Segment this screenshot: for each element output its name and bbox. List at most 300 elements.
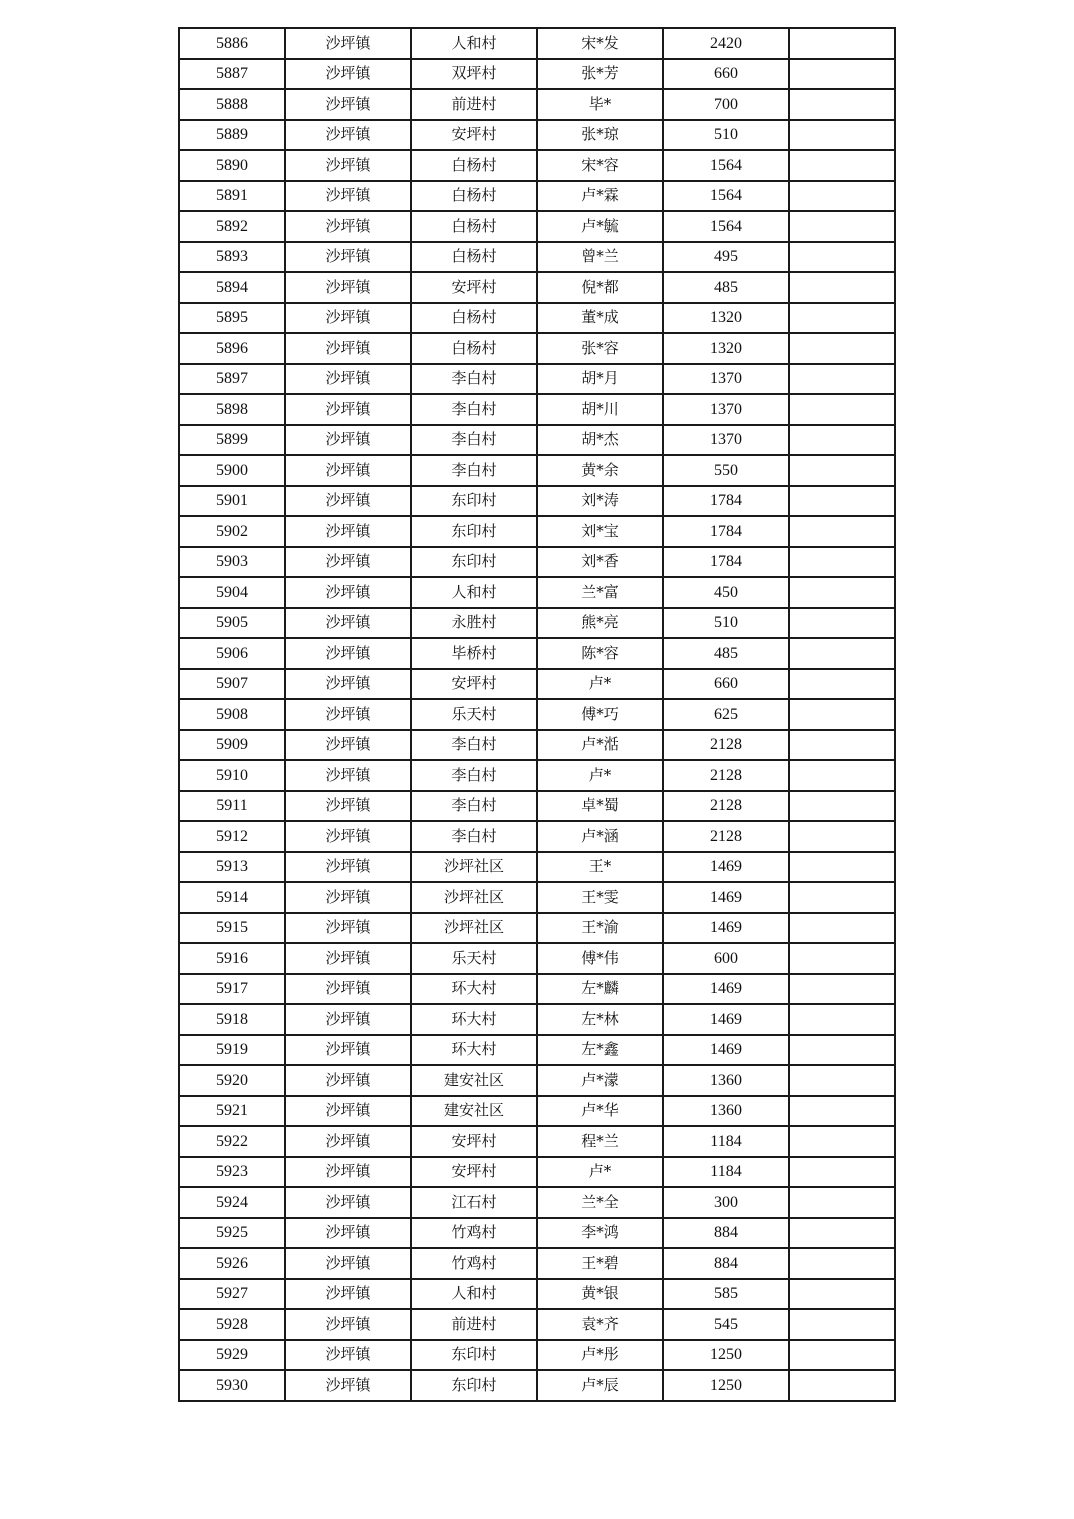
amount-cell: 2128 [663, 730, 789, 761]
town-cell: 沙坪镇 [285, 974, 411, 1005]
person-name-cell: 卢*辰 [537, 1370, 663, 1401]
person-name-cell: 曾*兰 [537, 242, 663, 273]
town-cell: 沙坪镇 [285, 943, 411, 974]
serial-number-cell: 5898 [179, 394, 285, 425]
table-row [179, 1340, 895, 1371]
table-row [179, 242, 895, 273]
village-cell: 建安社区 [411, 1096, 537, 1127]
table-row [179, 1218, 895, 1249]
serial-number-cell: 5893 [179, 242, 285, 273]
remark-cell [789, 699, 895, 730]
table-row [179, 59, 895, 90]
village-cell: 沙坪社区 [411, 913, 537, 944]
remark-cell [789, 1340, 895, 1371]
amount-cell: 1320 [663, 303, 789, 334]
remark-cell [789, 669, 895, 700]
table-row [179, 150, 895, 181]
village-cell: 竹鸡村 [411, 1218, 537, 1249]
serial-number-cell: 5906 [179, 638, 285, 669]
town-cell: 沙坪镇 [285, 242, 411, 273]
village-cell: 环大村 [411, 1035, 537, 1066]
town-cell: 沙坪镇 [285, 1096, 411, 1127]
town-cell: 沙坪镇 [285, 1309, 411, 1340]
serial-number-cell: 5912 [179, 821, 285, 852]
serial-number-cell: 5930 [179, 1370, 285, 1401]
village-cell: 毕桥村 [411, 638, 537, 669]
person-name-cell: 兰*富 [537, 577, 663, 608]
table-row [179, 394, 895, 425]
town-cell: 沙坪镇 [285, 89, 411, 120]
remark-cell [789, 1096, 895, 1127]
amount-cell: 2420 [663, 28, 789, 59]
village-cell: 白杨村 [411, 181, 537, 212]
town-cell: 沙坪镇 [285, 486, 411, 517]
serial-number-cell: 5908 [179, 699, 285, 730]
amount-cell: 2128 [663, 791, 789, 822]
serial-number-cell: 5911 [179, 791, 285, 822]
remark-cell [789, 242, 895, 273]
remark-cell [789, 89, 895, 120]
remark-cell [789, 364, 895, 395]
village-cell: 人和村 [411, 28, 537, 59]
person-name-cell: 毕* [537, 89, 663, 120]
table-row [179, 943, 895, 974]
town-cell: 沙坪镇 [285, 1279, 411, 1310]
amount-cell: 1784 [663, 547, 789, 578]
village-cell: 江石村 [411, 1187, 537, 1218]
village-cell: 永胜村 [411, 608, 537, 639]
remark-cell [789, 943, 895, 974]
person-name-cell: 董*成 [537, 303, 663, 334]
amount-cell: 625 [663, 699, 789, 730]
town-cell: 沙坪镇 [285, 1065, 411, 1096]
table-row [179, 821, 895, 852]
amount-cell: 2128 [663, 760, 789, 791]
serial-number-cell: 5925 [179, 1218, 285, 1249]
person-name-cell: 兰*全 [537, 1187, 663, 1218]
record-table [178, 27, 896, 1402]
serial-number-cell: 5917 [179, 974, 285, 1005]
amount-cell: 1564 [663, 181, 789, 212]
person-name-cell: 王* [537, 852, 663, 883]
table-row [179, 730, 895, 761]
remark-cell [789, 1035, 895, 1066]
remark-cell [789, 608, 895, 639]
serial-number-cell: 5919 [179, 1035, 285, 1066]
serial-number-cell: 5921 [179, 1096, 285, 1127]
remark-cell [789, 120, 895, 151]
person-name-cell: 张*芳 [537, 59, 663, 90]
remark-cell [789, 882, 895, 913]
village-cell: 李白村 [411, 730, 537, 761]
village-cell: 人和村 [411, 1279, 537, 1310]
person-name-cell: 黄*余 [537, 455, 663, 486]
person-name-cell: 左*鑫 [537, 1035, 663, 1066]
remark-cell [789, 1157, 895, 1188]
remark-cell [789, 577, 895, 608]
village-cell: 沙坪社区 [411, 882, 537, 913]
amount-cell: 545 [663, 1309, 789, 1340]
person-name-cell: 宋*容 [537, 150, 663, 181]
table-row [179, 913, 895, 944]
remark-cell [789, 486, 895, 517]
table-row [179, 211, 895, 242]
serial-number-cell: 5922 [179, 1126, 285, 1157]
village-cell: 环大村 [411, 1004, 537, 1035]
village-cell: 乐天村 [411, 943, 537, 974]
town-cell: 沙坪镇 [285, 394, 411, 425]
table-row [179, 1157, 895, 1188]
town-cell: 沙坪镇 [285, 150, 411, 181]
table-row [179, 1370, 895, 1401]
village-cell: 东印村 [411, 486, 537, 517]
table-row [179, 181, 895, 212]
amount-cell: 1370 [663, 364, 789, 395]
table-row [179, 272, 895, 303]
town-cell: 沙坪镇 [285, 699, 411, 730]
table-row [179, 89, 895, 120]
remark-cell [789, 791, 895, 822]
town-cell: 沙坪镇 [285, 608, 411, 639]
remark-cell [789, 333, 895, 364]
village-cell: 李白村 [411, 760, 537, 791]
remark-cell [789, 1218, 895, 1249]
amount-cell: 510 [663, 120, 789, 151]
town-cell: 沙坪镇 [285, 333, 411, 364]
amount-cell: 485 [663, 638, 789, 669]
serial-number-cell: 5889 [179, 120, 285, 151]
remark-cell [789, 516, 895, 547]
remark-cell [789, 425, 895, 456]
amount-cell: 1250 [663, 1370, 789, 1401]
village-cell: 东印村 [411, 516, 537, 547]
town-cell: 沙坪镇 [285, 425, 411, 456]
table-row [179, 1126, 895, 1157]
serial-number-cell: 5929 [179, 1340, 285, 1371]
table-row [179, 1309, 895, 1340]
serial-number-cell: 5899 [179, 425, 285, 456]
village-cell: 沙坪社区 [411, 852, 537, 883]
person-name-cell: 袁*齐 [537, 1309, 663, 1340]
table-row [179, 882, 895, 913]
remark-cell [789, 1309, 895, 1340]
serial-number-cell: 5910 [179, 760, 285, 791]
person-name-cell: 黄*银 [537, 1279, 663, 1310]
town-cell: 沙坪镇 [285, 28, 411, 59]
table-row [179, 1035, 895, 1066]
serial-number-cell: 5900 [179, 455, 285, 486]
table-row [179, 364, 895, 395]
amount-cell: 1469 [663, 1004, 789, 1035]
amount-cell: 1360 [663, 1096, 789, 1127]
town-cell: 沙坪镇 [285, 455, 411, 486]
town-cell: 沙坪镇 [285, 791, 411, 822]
serial-number-cell: 5905 [179, 608, 285, 639]
remark-cell [789, 59, 895, 90]
amount-cell: 1564 [663, 211, 789, 242]
town-cell: 沙坪镇 [285, 852, 411, 883]
remark-cell [789, 1187, 895, 1218]
amount-cell: 1469 [663, 882, 789, 913]
person-name-cell: 卢* [537, 1157, 663, 1188]
amount-cell: 450 [663, 577, 789, 608]
village-cell: 白杨村 [411, 211, 537, 242]
table-row [179, 852, 895, 883]
person-name-cell: 卢* [537, 669, 663, 700]
serial-number-cell: 5894 [179, 272, 285, 303]
town-cell: 沙坪镇 [285, 272, 411, 303]
amount-cell: 485 [663, 272, 789, 303]
serial-number-cell: 5926 [179, 1248, 285, 1279]
village-cell: 白杨村 [411, 303, 537, 334]
serial-number-cell: 5886 [179, 28, 285, 59]
serial-number-cell: 5890 [179, 150, 285, 181]
table-row [179, 303, 895, 334]
amount-cell: 585 [663, 1279, 789, 1310]
village-cell: 安坪村 [411, 120, 537, 151]
town-cell: 沙坪镇 [285, 760, 411, 791]
person-name-cell: 程*兰 [537, 1126, 663, 1157]
serial-number-cell: 5907 [179, 669, 285, 700]
remark-cell [789, 1370, 895, 1401]
table-row [179, 638, 895, 669]
table-row [179, 669, 895, 700]
person-name-cell: 傅*伟 [537, 943, 663, 974]
amount-cell: 1784 [663, 486, 789, 517]
serial-number-cell: 5897 [179, 364, 285, 395]
amount-cell: 300 [663, 1187, 789, 1218]
person-name-cell: 刘*香 [537, 547, 663, 578]
table-row [179, 1187, 895, 1218]
town-cell: 沙坪镇 [285, 1157, 411, 1188]
remark-cell [789, 547, 895, 578]
amount-cell: 495 [663, 242, 789, 273]
town-cell: 沙坪镇 [285, 364, 411, 395]
remark-cell [789, 272, 895, 303]
person-name-cell: 卢*霖 [537, 181, 663, 212]
village-cell: 竹鸡村 [411, 1248, 537, 1279]
remark-cell [789, 28, 895, 59]
person-name-cell: 胡*川 [537, 394, 663, 425]
amount-cell: 700 [663, 89, 789, 120]
village-cell: 白杨村 [411, 333, 537, 364]
table-row [179, 608, 895, 639]
remark-cell [789, 974, 895, 1005]
village-cell: 东印村 [411, 1340, 537, 1371]
village-cell: 李白村 [411, 791, 537, 822]
person-name-cell: 刘*宝 [537, 516, 663, 547]
town-cell: 沙坪镇 [285, 821, 411, 852]
town-cell: 沙坪镇 [285, 1035, 411, 1066]
remark-cell [789, 852, 895, 883]
remark-cell [789, 730, 895, 761]
village-cell: 建安社区 [411, 1065, 537, 1096]
village-cell: 前进村 [411, 89, 537, 120]
town-cell: 沙坪镇 [285, 669, 411, 700]
serial-number-cell: 5924 [179, 1187, 285, 1218]
person-name-cell: 傅*巧 [537, 699, 663, 730]
remark-cell [789, 211, 895, 242]
serial-number-cell: 5901 [179, 486, 285, 517]
town-cell: 沙坪镇 [285, 577, 411, 608]
table-row [179, 577, 895, 608]
person-name-cell: 卢*毓 [537, 211, 663, 242]
amount-cell: 1469 [663, 852, 789, 883]
amount-cell: 884 [663, 1218, 789, 1249]
record-table-body [179, 28, 895, 1401]
village-cell: 李白村 [411, 455, 537, 486]
amount-cell: 1184 [663, 1157, 789, 1188]
table-row [179, 791, 895, 822]
remark-cell [789, 638, 895, 669]
serial-number-cell: 5891 [179, 181, 285, 212]
village-cell: 安坪村 [411, 1126, 537, 1157]
serial-number-cell: 5887 [179, 59, 285, 90]
amount-cell: 1360 [663, 1065, 789, 1096]
amount-cell: 660 [663, 669, 789, 700]
remark-cell [789, 1004, 895, 1035]
person-name-cell: 卢* [537, 760, 663, 791]
amount-cell: 1564 [663, 150, 789, 181]
serial-number-cell: 5913 [179, 852, 285, 883]
person-name-cell: 卓*蜀 [537, 791, 663, 822]
remark-cell [789, 821, 895, 852]
remark-cell [789, 913, 895, 944]
amount-cell: 2128 [663, 821, 789, 852]
village-cell: 白杨村 [411, 150, 537, 181]
amount-cell: 1370 [663, 394, 789, 425]
serial-number-cell: 5915 [179, 913, 285, 944]
village-cell: 李白村 [411, 394, 537, 425]
village-cell: 东印村 [411, 547, 537, 578]
amount-cell: 1370 [663, 425, 789, 456]
remark-cell [789, 1279, 895, 1310]
serial-number-cell: 5909 [179, 730, 285, 761]
remark-cell [789, 1126, 895, 1157]
serial-number-cell: 5923 [179, 1157, 285, 1188]
serial-number-cell: 5904 [179, 577, 285, 608]
table-row [179, 974, 895, 1005]
village-cell: 李白村 [411, 364, 537, 395]
table-row [179, 455, 895, 486]
town-cell: 沙坪镇 [285, 1187, 411, 1218]
village-cell: 前进村 [411, 1309, 537, 1340]
person-name-cell: 陈*容 [537, 638, 663, 669]
town-cell: 沙坪镇 [285, 181, 411, 212]
town-cell: 沙坪镇 [285, 882, 411, 913]
village-cell: 双坪村 [411, 59, 537, 90]
amount-cell: 1469 [663, 913, 789, 944]
table-row [179, 120, 895, 151]
town-cell: 沙坪镇 [285, 1248, 411, 1279]
serial-number-cell: 5918 [179, 1004, 285, 1035]
table-row [179, 699, 895, 730]
table-row [179, 28, 895, 59]
remark-cell [789, 760, 895, 791]
table-row [179, 1248, 895, 1279]
town-cell: 沙坪镇 [285, 1218, 411, 1249]
table-row [179, 1096, 895, 1127]
serial-number-cell: 5895 [179, 303, 285, 334]
person-name-cell: 张*琼 [537, 120, 663, 151]
serial-number-cell: 5896 [179, 333, 285, 364]
remark-cell [789, 181, 895, 212]
table-row [179, 516, 895, 547]
amount-cell: 1784 [663, 516, 789, 547]
village-cell: 乐天村 [411, 699, 537, 730]
person-name-cell: 刘*涛 [537, 486, 663, 517]
amount-cell: 660 [663, 59, 789, 90]
table-row [179, 1279, 895, 1310]
amount-cell: 1184 [663, 1126, 789, 1157]
table-row [179, 547, 895, 578]
person-name-cell: 李*鸿 [537, 1218, 663, 1249]
amount-cell: 1250 [663, 1340, 789, 1371]
person-name-cell: 倪*都 [537, 272, 663, 303]
serial-number-cell: 5927 [179, 1279, 285, 1310]
remark-cell [789, 1065, 895, 1096]
town-cell: 沙坪镇 [285, 1126, 411, 1157]
town-cell: 沙坪镇 [285, 59, 411, 90]
serial-number-cell: 5920 [179, 1065, 285, 1096]
table-row [179, 486, 895, 517]
person-name-cell: 张*容 [537, 333, 663, 364]
person-name-cell: 王*碧 [537, 1248, 663, 1279]
person-name-cell: 胡*杰 [537, 425, 663, 456]
town-cell: 沙坪镇 [285, 516, 411, 547]
village-cell: 安坪村 [411, 272, 537, 303]
amount-cell: 510 [663, 608, 789, 639]
serial-number-cell: 5888 [179, 89, 285, 120]
serial-number-cell: 5892 [179, 211, 285, 242]
person-name-cell: 卢*华 [537, 1096, 663, 1127]
person-name-cell: 卢*涵 [537, 821, 663, 852]
person-name-cell: 左*麟 [537, 974, 663, 1005]
person-name-cell: 卢*濛 [537, 1065, 663, 1096]
village-cell: 李白村 [411, 821, 537, 852]
town-cell: 沙坪镇 [285, 303, 411, 334]
serial-number-cell: 5903 [179, 547, 285, 578]
remark-cell [789, 150, 895, 181]
village-cell: 安坪村 [411, 669, 537, 700]
person-name-cell: 宋*发 [537, 28, 663, 59]
village-cell: 东印村 [411, 1370, 537, 1401]
amount-cell: 550 [663, 455, 789, 486]
table-row [179, 1065, 895, 1096]
remark-cell [789, 1248, 895, 1279]
village-cell: 安坪村 [411, 1157, 537, 1188]
village-cell: 人和村 [411, 577, 537, 608]
town-cell: 沙坪镇 [285, 638, 411, 669]
town-cell: 沙坪镇 [285, 211, 411, 242]
town-cell: 沙坪镇 [285, 913, 411, 944]
remark-cell [789, 303, 895, 334]
amount-cell: 1469 [663, 1035, 789, 1066]
village-cell: 环大村 [411, 974, 537, 1005]
town-cell: 沙坪镇 [285, 1004, 411, 1035]
town-cell: 沙坪镇 [285, 730, 411, 761]
person-name-cell: 胡*月 [537, 364, 663, 395]
person-name-cell: 王*雯 [537, 882, 663, 913]
table-row [179, 425, 895, 456]
amount-cell: 884 [663, 1248, 789, 1279]
town-cell: 沙坪镇 [285, 547, 411, 578]
serial-number-cell: 5916 [179, 943, 285, 974]
amount-cell: 600 [663, 943, 789, 974]
remark-cell [789, 394, 895, 425]
table-row [179, 333, 895, 364]
amount-cell: 1469 [663, 974, 789, 1005]
